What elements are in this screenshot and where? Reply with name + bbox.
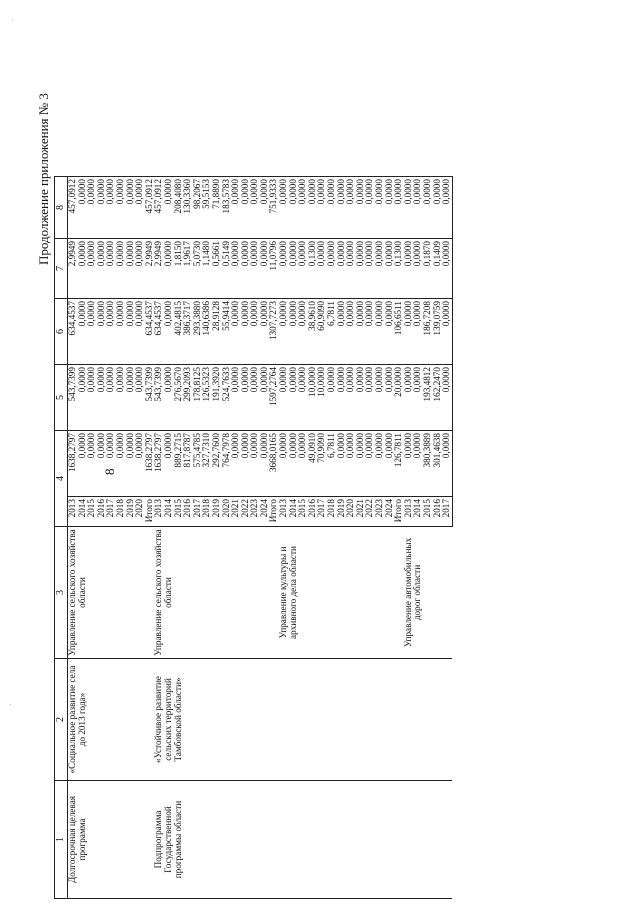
value-cell: 0,0000	[375, 431, 385, 497]
value-cell: 0,0000	[78, 177, 88, 239]
value-cell: 0,0000	[87, 177, 97, 239]
value-cell: 0,0000	[356, 177, 366, 239]
column-number: 2	[55, 659, 68, 781]
value-cell: 0,0000	[135, 365, 145, 431]
year-cell: 2019	[126, 497, 136, 527]
value-cell: 0,1300	[394, 239, 404, 299]
value-cell: 0,0000	[298, 299, 308, 365]
value-cell: 543,7399	[154, 365, 164, 431]
value-cell: 457,0912	[145, 177, 155, 239]
value-cell: 634,4537	[68, 299, 78, 365]
value-cell: 0,0000	[442, 239, 452, 299]
value-cell: 0,0000	[442, 431, 452, 497]
value-cell: 0,0000	[404, 299, 414, 365]
value-cell: 0,0000	[404, 365, 414, 431]
year-cell: 2022	[241, 497, 251, 527]
value-cell: 0,0000	[356, 239, 366, 299]
column-number: 7	[55, 239, 68, 299]
year-cell: 2016	[183, 497, 193, 527]
value-cell: 0,0000	[413, 365, 423, 431]
scan-artifact	[12, 20, 13, 21]
program-name-cell	[404, 659, 452, 781]
value-cell: 0,0000	[442, 365, 452, 431]
value-cell: 0,0000	[78, 299, 88, 365]
value-cell: 0,0000	[279, 299, 289, 365]
value-cell: 38,9610	[308, 299, 318, 365]
value-cell: 0,0000	[404, 431, 414, 497]
year-cell: 2014	[289, 497, 299, 527]
value-cell: 0,0000	[116, 365, 126, 431]
value-cell: 0,0000	[250, 365, 260, 431]
value-cell: 0,0000	[433, 177, 443, 239]
value-cell: 0,0000	[97, 365, 107, 431]
table-row	[404, 177, 414, 899]
value-cell: 0,0000	[126, 239, 136, 299]
scan-artifact	[10, 704, 11, 705]
value-cell: 0,0000	[337, 431, 347, 497]
value-cell: 457,0912	[154, 177, 164, 239]
value-cell: 524,7633	[222, 365, 232, 431]
value-cell: 0,0000	[135, 299, 145, 365]
value-cell: 0,0000	[97, 299, 107, 365]
value-cell: 292,7600	[212, 431, 222, 497]
value-cell: 0,0000	[356, 299, 366, 365]
value-cell: 0,0000	[241, 239, 251, 299]
value-cell: 3668,0165	[269, 431, 279, 497]
year-cell: 2021	[356, 497, 366, 527]
value-cell: 0,0000	[116, 239, 126, 299]
value-cell: 764,7978	[222, 431, 232, 497]
column-number: 4	[55, 431, 68, 527]
value-cell: 1307,7273	[269, 299, 279, 365]
value-cell: 1,1480	[202, 239, 212, 299]
value-cell: 10,0000	[308, 365, 318, 431]
value-cell: 2,9949	[154, 239, 164, 299]
value-cell: 0,0000	[164, 365, 174, 431]
value-cell: 0,0000	[78, 431, 88, 497]
year-cell: 2020	[346, 497, 356, 527]
value-cell: 0,0000	[135, 177, 145, 239]
value-cell: 0,0000	[298, 365, 308, 431]
value-cell: 0,0000	[126, 365, 136, 431]
value-cell: 0,0000	[116, 431, 126, 497]
page-number: 8	[102, 468, 117, 475]
year-cell: 2019	[212, 497, 222, 527]
value-cell: 0,0000	[97, 431, 107, 497]
year-cell: 2023	[250, 497, 260, 527]
value-cell: 6,7811	[327, 431, 337, 497]
value-cell: 0,0000	[356, 431, 366, 497]
value-cell: 0,0000	[289, 365, 299, 431]
year-cell: 2014	[164, 497, 174, 527]
value-cell: 0,0000	[250, 239, 260, 299]
value-cell: 0,0000	[385, 177, 395, 239]
value-cell: 0,0000	[346, 299, 356, 365]
year-cell: 2023	[375, 497, 385, 527]
value-cell: 0,0000	[78, 239, 88, 299]
value-cell: 0,0000	[337, 365, 347, 431]
value-cell: 0,0000	[375, 239, 385, 299]
value-cell: 0,0000	[413, 239, 423, 299]
value-cell: 0,0000	[346, 177, 356, 239]
value-cell: 0,0000	[385, 239, 395, 299]
value-cell: 0,0000	[317, 239, 327, 299]
value-cell: 1,9617	[183, 239, 193, 299]
year-cell: 2015	[423, 497, 433, 527]
value-cell: 0,0000	[289, 431, 299, 497]
value-cell: 299,2093	[183, 365, 193, 431]
value-cell: 0,0000	[97, 177, 107, 239]
value-cell: 543,7399	[68, 365, 78, 431]
year-cell: 2024	[385, 497, 395, 527]
value-cell: 0,0000	[87, 431, 97, 497]
value-cell: 0,0000	[164, 431, 174, 497]
value-cell: 0,0000	[164, 239, 174, 299]
value-cell: 0,0000	[126, 177, 136, 239]
value-cell: 208,4080	[174, 177, 184, 239]
value-cell: 0,0000	[116, 299, 126, 365]
value-cell: 126,7811	[394, 431, 404, 497]
year-cell: 2018	[327, 497, 337, 527]
value-cell: 0,0000	[365, 299, 375, 365]
value-cell: 0,0000	[231, 365, 241, 431]
year-cell: 2015	[298, 497, 308, 527]
value-cell: 0,1409	[433, 239, 443, 299]
value-cell: 634,4537	[145, 299, 155, 365]
value-cell: 0,0000	[365, 365, 375, 431]
year-cell: 2020	[135, 497, 145, 527]
program-cell	[404, 781, 452, 899]
value-cell: 60,9090	[317, 299, 327, 365]
budget-table	[54, 176, 453, 899]
value-cell: 0,0000	[442, 177, 452, 239]
program-cell: Подпрограмма Государственной программы области	[154, 781, 279, 899]
value-cell: 0,0000	[279, 177, 289, 239]
value-cell: 0,0000	[289, 299, 299, 365]
value-cell: 0,0000	[327, 177, 337, 239]
program-cell	[279, 781, 404, 899]
value-cell: 70,9090	[317, 431, 327, 497]
executor-cell: Управление автомобильных дорог области	[404, 527, 452, 659]
value-cell: 0,0000	[260, 299, 270, 365]
value-cell: 139,0759	[433, 299, 443, 365]
value-cell: 0,0000	[442, 299, 452, 365]
value-cell: 0,0000	[97, 239, 107, 299]
year-cell: 2013	[68, 497, 78, 527]
value-cell: 0,0000	[260, 365, 270, 431]
value-cell: 0,0000	[78, 365, 88, 431]
value-cell: 126,5323	[202, 365, 212, 431]
value-cell: 293,3880	[193, 299, 203, 365]
value-cell: 0,0000	[106, 177, 116, 239]
column-number: 3	[55, 527, 68, 659]
table-row	[154, 177, 164, 899]
value-cell: 0,0000	[260, 431, 270, 497]
year-cell: 2016	[433, 497, 443, 527]
value-cell: 0,0000	[356, 365, 366, 431]
value-cell: 98,2067	[193, 177, 203, 239]
table-body	[68, 177, 453, 899]
value-cell: 1638,2797	[145, 431, 155, 497]
value-cell: 0,0000	[308, 177, 318, 239]
year-cell: 2018	[116, 497, 126, 527]
value-cell: 0,0000	[385, 431, 395, 497]
value-cell: 11,0796	[269, 239, 279, 299]
year-cell: 2013	[154, 497, 164, 527]
value-cell: 0,1300	[308, 239, 318, 299]
value-cell: 0,0000	[298, 177, 308, 239]
value-cell: 0,0000	[87, 365, 97, 431]
value-cell: 71,8890	[212, 177, 222, 239]
year-cell: 2021	[231, 497, 241, 527]
value-cell: 162,2470	[433, 365, 443, 431]
value-cell: 0,0000	[260, 177, 270, 239]
program-name-cell: «Устойчивое развитие сельских территорий Тамбовской области»	[154, 659, 279, 781]
year-cell: 2015	[87, 497, 97, 527]
value-cell: 0,0000	[346, 431, 356, 497]
executor-cell: Управление сельского хозяйства области	[154, 527, 279, 659]
value-cell: 130,3360	[183, 177, 193, 239]
value-cell: 276,5670	[174, 365, 184, 431]
column-number-row	[55, 177, 68, 899]
value-cell: 0,0000	[106, 299, 116, 365]
year-cell: 2024	[260, 497, 270, 527]
value-cell: 0,0000	[375, 177, 385, 239]
value-cell: 2,9949	[68, 239, 78, 299]
program-cell: Долгосрочная целевая программа	[68, 781, 155, 899]
value-cell: 0,0000	[106, 431, 116, 497]
year-cell: 2013	[404, 497, 414, 527]
year-cell: 2016	[97, 497, 107, 527]
value-cell: 0,0000	[106, 239, 116, 299]
year-cell: 2014	[78, 497, 88, 527]
value-cell: 0,0000	[365, 431, 375, 497]
year-cell: 2017	[193, 497, 203, 527]
value-cell: 402,4815	[174, 299, 184, 365]
value-cell: 0,5661	[212, 239, 222, 299]
year-cell: 2022	[365, 497, 375, 527]
year-cell: 2015	[174, 497, 184, 527]
value-cell: 817,8787	[183, 431, 193, 497]
value-cell: 59,5153	[202, 177, 212, 239]
value-cell: 191,3920	[212, 365, 222, 431]
value-cell: 0,0000	[346, 239, 356, 299]
value-cell: 543,7399	[145, 365, 155, 431]
value-cell: 0,0000	[279, 239, 289, 299]
year-cell: 2014	[413, 497, 423, 527]
value-cell: 0,0000	[337, 177, 347, 239]
value-cell: 186,7208	[423, 299, 433, 365]
value-cell: 1638,2797	[68, 431, 78, 497]
value-cell: 634,4537	[154, 299, 164, 365]
value-cell: 55,9414	[222, 299, 232, 365]
value-cell: 0,0000	[413, 299, 423, 365]
value-cell: 0,0000	[164, 177, 174, 239]
value-cell: 0,0000	[260, 239, 270, 299]
program-name-cell: «Социальное развитие села до 2013 года»	[68, 659, 155, 781]
program-name-cell	[279, 659, 404, 781]
value-cell: 301,4638	[433, 431, 443, 497]
value-cell: 0,0000	[250, 431, 260, 497]
value-cell: 0,0000	[126, 431, 136, 497]
value-cell: 457,0912	[68, 177, 78, 239]
year-cell: 2013	[279, 497, 289, 527]
value-cell: 0,0000	[346, 365, 356, 431]
value-cell: 0,0000	[298, 239, 308, 299]
value-cell: 0,0000	[337, 239, 347, 299]
year-cell: 2020	[222, 497, 232, 527]
column-number: 6	[55, 299, 68, 365]
value-cell: 0,0000	[375, 299, 385, 365]
value-cell: 0,0000	[164, 299, 174, 365]
value-cell: 1,8150	[174, 239, 184, 299]
value-cell: 0,0000	[250, 177, 260, 239]
value-cell: 0,0000	[375, 365, 385, 431]
value-cell: 0,0000	[337, 299, 347, 365]
value-cell: 0,0000	[241, 365, 251, 431]
value-cell: 751,9333	[269, 177, 279, 239]
value-cell: 0,0000	[279, 431, 289, 497]
value-cell: 0,0000	[87, 299, 97, 365]
year-cell: 2017	[317, 497, 327, 527]
column-number: 5	[55, 365, 68, 431]
value-cell: 0,0000	[231, 239, 241, 299]
year-cell: Итого	[394, 497, 404, 527]
year-cell: 2017	[106, 497, 116, 527]
value-cell: 0,0000	[317, 177, 327, 239]
value-cell: 1597,2764	[269, 365, 279, 431]
year-cell: 2019	[337, 497, 347, 527]
value-cell: 0,0000	[385, 365, 395, 431]
value-cell: 889,2715	[174, 431, 184, 497]
value-cell: 183,5783	[222, 177, 232, 239]
value-cell: 106,6511	[394, 299, 404, 365]
value-cell: 0,0000	[327, 239, 337, 299]
value-cell: 10,0000	[317, 365, 327, 431]
value-cell: 1638,2797	[154, 431, 164, 497]
value-cell: 0,0000	[385, 299, 395, 365]
value-cell: 0,0000	[327, 365, 337, 431]
value-cell: 0,0000	[231, 431, 241, 497]
year-cell: 2018	[202, 497, 212, 527]
value-cell: 0,0000	[413, 177, 423, 239]
executor-cell: Управление культуры и архивного дела области	[279, 527, 404, 659]
value-cell: 575,4785	[193, 431, 203, 497]
value-cell: 0,0000	[241, 177, 251, 239]
table-row	[279, 177, 289, 899]
value-cell: 0,0000	[289, 177, 299, 239]
value-cell: 0,0000	[404, 239, 414, 299]
column-number: 1	[55, 781, 68, 899]
year-cell: 2016	[308, 497, 318, 527]
value-cell: 0,0000	[413, 431, 423, 497]
value-cell: 0,0000	[404, 177, 414, 239]
value-cell: 0,0000	[106, 365, 116, 431]
year-cell: Итого	[269, 497, 279, 527]
value-cell: 0,0000	[126, 299, 136, 365]
value-cell: 0,1870	[423, 239, 433, 299]
appendix-continuation-note: Продолжение приложения № 3	[36, 93, 51, 265]
value-cell: 49,0910	[308, 431, 318, 497]
value-cell: 5,0730	[193, 239, 203, 299]
value-cell: 0,0000	[135, 431, 145, 497]
value-cell: 0,0000	[423, 177, 433, 239]
value-cell: 386,3717	[183, 299, 193, 365]
value-cell: 178,8125	[193, 365, 203, 431]
value-cell: 0,0000	[250, 299, 260, 365]
value-cell: 0,0000	[231, 299, 241, 365]
table-row	[68, 177, 78, 899]
value-cell: 193,4812	[423, 365, 433, 431]
value-cell: 0,0000	[394, 177, 404, 239]
value-cell: 0,0000	[298, 431, 308, 497]
value-cell: 2,9949	[145, 239, 155, 299]
value-cell: 6,7811	[327, 299, 337, 365]
value-cell: 0,0000	[241, 431, 251, 497]
column-number: 8	[55, 177, 68, 239]
value-cell: 380,3889	[423, 431, 433, 497]
value-cell: 0,0000	[365, 239, 375, 299]
value-cell: 0,0000	[116, 177, 126, 239]
value-cell: 0,0000	[135, 239, 145, 299]
value-cell: 28,9128	[212, 299, 222, 365]
value-cell: 327,7310	[202, 431, 212, 497]
value-cell: 0,0000	[231, 177, 241, 239]
value-cell: 0,0000	[87, 239, 97, 299]
value-cell: 0,5149	[222, 239, 232, 299]
value-cell: 140,6386	[202, 299, 212, 365]
year-cell: 2017	[442, 497, 452, 527]
year-cell: Итого	[145, 497, 155, 527]
value-cell: 0,0000	[241, 299, 251, 365]
value-cell: 0,0000	[365, 177, 375, 239]
executor-cell: Управление сельского хозяйства области	[68, 527, 155, 659]
value-cell: 0,0000	[289, 239, 299, 299]
value-cell: 20,0000	[394, 365, 404, 431]
value-cell: 0,0000	[279, 365, 289, 431]
